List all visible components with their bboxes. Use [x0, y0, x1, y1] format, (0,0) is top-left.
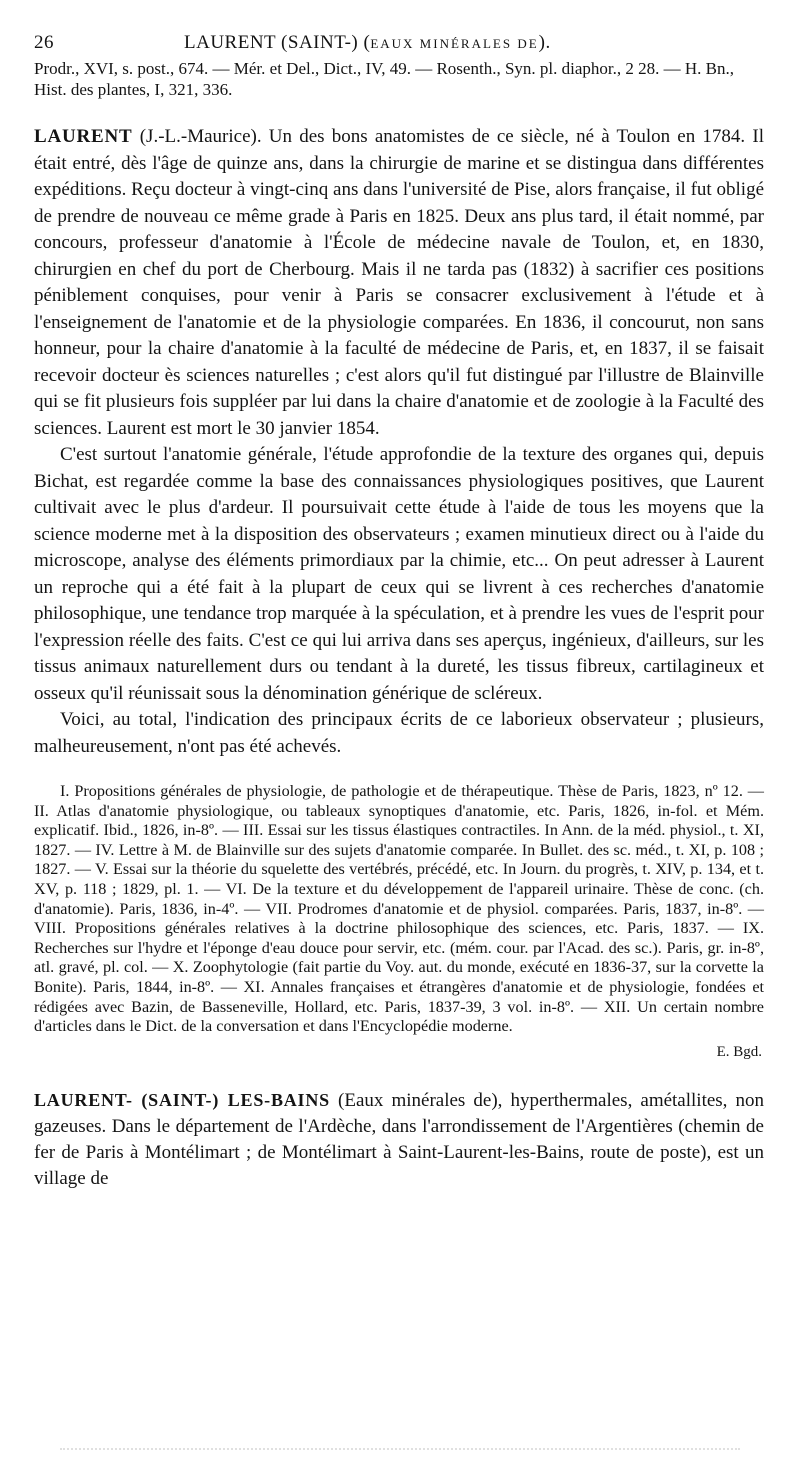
- bleed-through-line: [60, 1448, 740, 1460]
- entry-headword: LAURENT: [34, 126, 133, 147]
- entry-paragraph-2: C'est surtout l'anatomie générale, l'étude approfondie de la texture des organes qui, depuis Bichat, est regardée comme la base des connaissances physiologiques positives, que Laurent cultivait avec le plus d'ardeur. Il poursuivait cette étude à l'aide de tous les moyens que la science moderne met à la disposition des observateurs ; examen minutieux direct ou à l'aide du microscope, analyse des éléments primordiaux par la chimie, etc... On peut adresser à Laurent un reproche qui a été fait à la plupart de ceux qui se livrent à ces recherches d'anatomie philosophique, une tendance trop marquée à la spéculation, et à prendre les vues de l'esprit pour l'expression réelle des faits. C'est ce qui lui arriva dans ses aperçus, ingénieux, d'ailleurs, sur les tissus animaux naturellement durs ou tendant à la dureté, les tissus fibreux, cartilagineux et osseux qu'il réunissait sous la dénomination générique de scléreux.: [34, 444, 764, 704]
- entry-paragraph-3: Voici, au total, l'indication des principaux écrits de ce laborieux observateur ; plusieurs, malheureusement, n'ont pas été achevés.: [34, 709, 764, 757]
- entry-text-2: (Eaux minérales de), hyperthermales, amétallites, non gazeuses. Dans le département de l'Ardèche, dans l'arrondissement de l'Argentières (chemin de fer de Paris à Montélimart ; de Montélimart à Saint-Laurent-les-Bains, route de poste), est un village de: [34, 1090, 764, 1190]
- page-header: [34, 32, 764, 54]
- running-title-main: LAURENT (SAINT-) (: [184, 32, 371, 53]
- running-title: [184, 32, 551, 54]
- carryover-references: Prodr., XVI, s. post., 674. — Mér. et Del., Dict., IV, 49. — Rosenth., Syn. pl. diaphor., 2 28. — H. Bn., Hist. des plantes, I, 321, 336.: [34, 59, 734, 99]
- entry-laurent: [34, 124, 764, 1065]
- entry-headword-2: LAURENT- (SAINT-) LES-BAINS: [34, 1090, 330, 1111]
- entry-text-1: (J.-L.-Maurice). Un des bons anatomistes de ce siècle, né à Toulon en 1784. Il était entré, dès l'âge de quinze ans, dans la chirurgie de marine et se distingua dans différentes expéditions. Reçu docteur à vingt-cinq ans dans l'université de Pise, alors française, il fut obligé de prendre de nouveau ce même grade à Paris en 1825. Deux ans plus tard, il était nommé, par concours, professeur d'anatomie à l'École de médecine navale de Toulon, et, en 1830, chirurgien en chef du port de Cherbourg. Mais il ne tarda pas (1832) à sacrifier ces positions péniblement conquises, pour venir à Paris se consacrer exclusivement à l'étude et à l'enseignement de l'anatomie et de la physiologie comparées. En 1836, il concourut, non sans honneur, pour la chaire d'anatomie à la faculté de médecine de Paris, et, en 1837, il se faisait recevoir docteur ès sciences naturelles ; c'est alors qu'il fut distingué par l'illustre de Blainville qui se fit plusieurs fois suppléer par lui dans la chaire d'anatomie et de zoologie à la Faculté des sciences. Laurent est mort le 30 janvier 1854.: [34, 126, 764, 439]
- running-title-small: EAUX MINÉRALES DE: [370, 36, 539, 51]
- page-number: 26: [34, 32, 54, 53]
- bibliography: I. Propositions générales de physiologie, de pathologie et de thérapeutique. Thèse de Paris, 1823, nº 12. — II. Atlas d'anatomie physiologique, ou tableaux synoptiques d'anatomie, etc. Paris, 1826, in-fol. et Mém. explicatif. Ibid., 1826, in-8º. — III. Essai sur les tissus élastiques contractiles. In Ann. de la méd. physiol., t. XI, 1827. — IV. Lettre à M. de Blainville sur des sujets d'anatomie comparée. In Bullet. des sc. méd., t. XI, p. 108 ; 1827. — V. Essai sur la théorie du squelette des vertébrés, précédé, etc. In Journ. du progrès, t. XIV, p. 134, et t. XV, p. 118 ; 1829, pl. 1. — VI. De la texture et du développement de l'appareil urinaire. Thèse de conc. (ch. d'anatomie). Paris, 1836, in-4º. — VII. Prodromes d'anatomie et de physiol. comparées. Paris, 1837, in-8º. — VIII. Propositions générales relatives à la doctrine philosophique des sciences, etc. Paris, 1837. — IX. Recherches sur l'hydre et l'éponge d'eau douce pour servir, etc. (mém. cour. par l'Acad. des sc.). Paris, gr. in-8º, atl. gravé, pl. col. — X. Zoophytologie (fait partie du Voy. aut. du monde, exécuté en 1836-37, sur la corvette la Bonite). Paris, 1844, in-8º. — XI. Annales françaises et étrangères d'anatomie et de physiologie, fondées et rédigées avec Bazin, de Basseneville, Hollard, etc. Paris, 1837-39, 3 vol. in-8º. — XII. Un certain nombre d'articles dans le Dict. de la conversation et dans l'Encyclopédie moderne.: [34, 782, 764, 1036]
- author-signature: E. Bgd.: [716, 1043, 762, 1060]
- entry-paragraph-1: [34, 124, 764, 442]
- running-title-end: ).: [538, 32, 551, 53]
- entry-saint-laurent-les-bains: [34, 1087, 764, 1192]
